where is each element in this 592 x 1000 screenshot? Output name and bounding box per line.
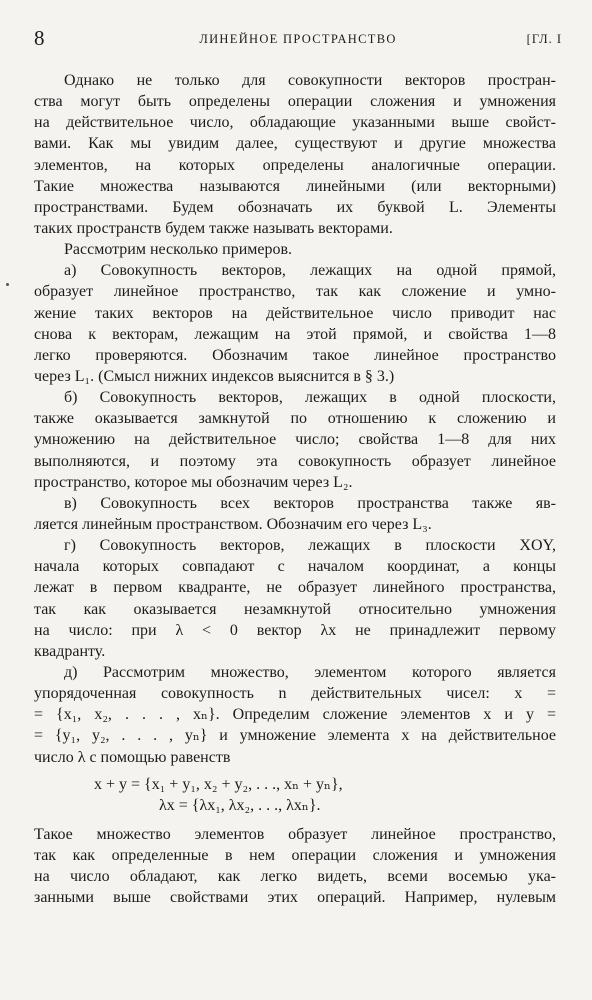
text-line: число λ с помощью равенств: [34, 748, 231, 766]
text-line: пространствами. Будем обозначать их буквой L. Элементы: [34, 198, 556, 216]
text-line: упорядоченная совокупность n действительных чисел: x =: [34, 685, 556, 703]
text-line: образует линейное пространство, так как сложение и умно-: [34, 283, 556, 301]
text-line: так как определенные в нем операции сложения и умножения: [34, 847, 556, 865]
text-line: г) Совокупность векторов, лежащих в плоскости XOY,: [64, 537, 556, 555]
text-line: снова к векторам, лежащим на этой прямой, и свойства 1—8: [34, 325, 556, 343]
text-line: Такие множества называются линейными (или векторными): [34, 177, 556, 195]
page-header: [34, 26, 562, 50]
chapter-label: [ГЛ. I: [526, 32, 562, 46]
text-line: д) Рассмотрим множество, элементом которого является: [64, 663, 556, 681]
formula-line: λx = {λx₁, λx₂, . . ., λxₙ}.: [159, 796, 321, 814]
text-line: квадранту.: [34, 642, 106, 660]
running-title: ЛИНЕЙНОЕ ПРОСТРАНСТВО: [199, 32, 397, 46]
text-line: занными выше свойствами этих операций. Например, нулевым: [34, 889, 556, 907]
text-line: на число обладают, как легко видеть, всеми восемью ука-: [34, 868, 556, 886]
text-line: на действительное число, обладающие указанными выше свойст-: [34, 114, 556, 132]
page-body: [34, 70, 556, 908]
text-line: начала которых совпадают с началом координат, а концы: [34, 558, 556, 576]
text-line: через L₁. (Смысл нижних индексов выяснится в § 3.): [34, 367, 395, 385]
text-line: Однако не только для совокупности векторов простран-: [64, 72, 556, 89]
text-line: так как оказывается незамкнутой относительно умножения: [34, 600, 556, 618]
formula-line: x + y = {x₁ + y₁, x₂ + y₂, . . ., xₙ + yₙ},: [94, 775, 343, 793]
text-line: Такое множество элементов образует линейное пространство,: [34, 825, 556, 843]
text-line: б) Совокупность векторов, лежащих в одной плоскости,: [64, 389, 556, 407]
margin-dot: [6, 283, 9, 286]
text-line: на число: при λ < 0 вектор λx не принадлежит первому: [34, 621, 556, 639]
text-line: пространство, которое мы обозначим через L₂.: [34, 473, 353, 491]
text-line: = {x₁, x₂, . . . , xₙ}. Определим сложение элементов x и y =: [34, 706, 556, 724]
text-line: = {y₁, y₂, . . . , yₙ} и умножение элемента x на действительное: [34, 727, 556, 745]
text-line: в) Совокупность всех векторов пространства также яв-: [64, 494, 556, 512]
text-line: также оказывается замкнутой по отношению к сложению и: [34, 410, 556, 428]
text-line: умножению на действительное число; свойства 1—8 для них: [34, 431, 556, 449]
text-line: лежат в первом квадранте, не образует линейного пространства,: [34, 579, 556, 597]
text-line: выполняются, и поэтому эта совокупность образует линейное: [34, 452, 556, 470]
text-line: таких пространств будем также называть векторами.: [34, 219, 393, 237]
text-line: ства могут быть определены операции сложения и умножения: [34, 93, 556, 111]
page-number: 8: [34, 26, 45, 50]
text-line: а) Совокупность векторов, лежащих на одной прямой,: [64, 262, 556, 280]
text-line: ляется линейным пространством. Обозначим его через L₃.: [34, 515, 432, 533]
text-line: элементов, на которых определены аналогичные операции.: [34, 156, 556, 174]
text-line: вами. Как мы увидим далее, существуют и другие множества: [34, 135, 556, 153]
text-line: Рассмотрим несколько примеров.: [64, 241, 293, 259]
text-line: легко проверяются. Обозначим такое линейное пространство: [34, 346, 556, 364]
text-line: жение таких векторов на действительное число приводит нас: [34, 304, 556, 322]
